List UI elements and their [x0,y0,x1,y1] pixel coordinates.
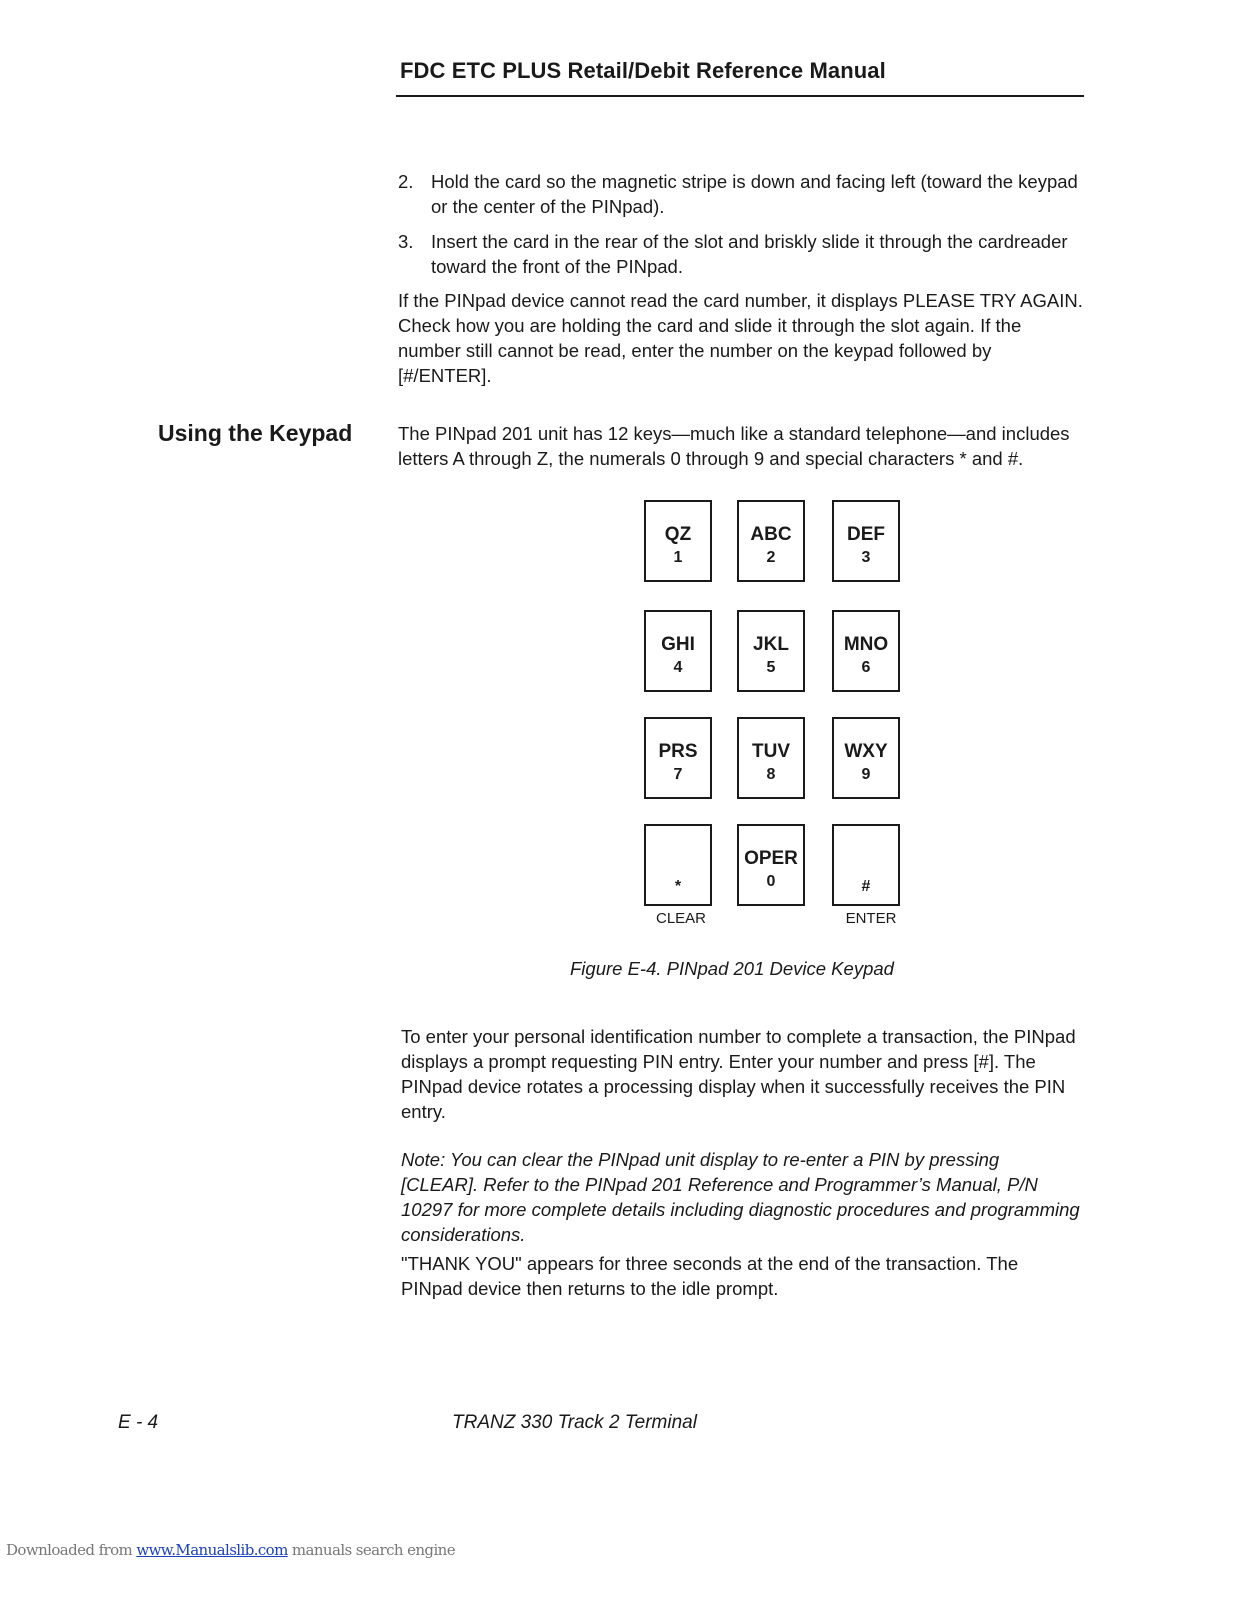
key-digit: 9 [861,766,871,783]
footer-page-number: E - 4 [118,1412,159,1433]
paragraph-thank-you: "THANK YOU" appears for three seconds at the end of the transaction. The PINpad device then returns to the idle prompt. [401,1253,1019,1299]
key-letters: DEF [847,524,885,545]
key-3 [832,500,900,582]
key-digit: 7 [673,766,683,783]
key-digit: 5 [766,659,776,676]
section-intro: The PINpad 201 unit has 12 keys—much like a standard telephone—and includes letters A through Z, the numerals 0 through 9 and special characters * and #. [398,423,1070,469]
key-6 [832,610,900,692]
key-8 [737,717,805,799]
key-digit: 0 [766,873,776,890]
step-number: 3. [398,231,414,252]
key-letters: ABC [750,524,792,545]
key-9 [832,717,900,799]
key-letters: GHI [661,634,695,655]
key-5 [737,610,805,692]
key-0 [737,824,805,906]
step-text: Insert the card in the rear of the slot and briskly slide it through the cardreader toward the front of the PINpad. [431,231,1068,277]
step-list [398,169,1088,289]
keypad-figure [600,500,940,940]
key-2 [737,500,805,582]
list-item [398,169,1088,219]
header-rule [396,95,1084,97]
enter-label: ENTER [845,910,897,927]
key-1 [644,500,712,582]
key-hash [832,824,900,906]
page-header-title: FDC ETC PLUS Retail/Debit Reference Manual [400,58,886,83]
key-letters: QZ [664,524,692,545]
key-4 [644,610,712,692]
key-star [644,824,712,906]
key-digit: 4 [673,659,683,676]
paragraph-retry: If the PINpad device cannot read the card number, it displays PLEASE TRY AGAIN. Check how you are holding the card and slide it through the slot again. If the number still cannot be read, enter the number on the keypad followed by [#/ENTER]. [398,290,1083,386]
section-heading: Using the Keypad [158,420,353,446]
download-prefix: Downloaded from [6,1541,137,1559]
key-letters: JKL [753,634,789,655]
key-digit: 3 [861,549,871,566]
key-letters: TUV [752,741,790,762]
key-digit: 1 [673,549,683,566]
key-letters: WXY [844,741,888,762]
footer-document-name: TRANZ 330 Track 2 Terminal [452,1412,697,1433]
manualslib-link[interactable]: www.Manualslib.com [136,1541,288,1559]
key-7 [644,717,712,799]
key-symbol: # [861,878,871,895]
list-item [398,229,1088,279]
download-suffix: manuals search engine [287,1541,455,1559]
key-digit: 2 [766,549,776,566]
clear-label: CLEAR [655,910,707,927]
step-number: 2. [398,171,414,192]
figure-caption: Figure E-4. PINpad 201 Device Keypad [570,958,894,979]
key-digit: 8 [766,766,776,783]
paragraph-pin-entry: To enter your personal identification number to complete a transaction, the PINpad displays a prompt requesting PIN entry. Enter your number and press [#]. The PINpad device rotates a processing display when it successfully receives the PIN entry. [401,1026,1076,1122]
key-letters: PRS [658,741,698,762]
key-symbol: * [674,878,682,895]
note-paragraph: Note: You can clear the PINpad unit display to re-enter a PIN by pressing [CLEAR]. Refer to the PINpad 201 Reference and Programmer’s Manual, P/N 10297 for more complete details including diagnostic procedures and programming considerations. [401,1149,1080,1245]
download-footer [6,1541,455,1559]
step-text: Hold the card so the magnetic stripe is down and facing left (toward the keypad or the center of the PINpad). [431,171,1078,217]
key-letters: MNO [843,634,889,655]
key-letters: OPER [744,848,798,869]
key-digit: 6 [861,659,871,676]
